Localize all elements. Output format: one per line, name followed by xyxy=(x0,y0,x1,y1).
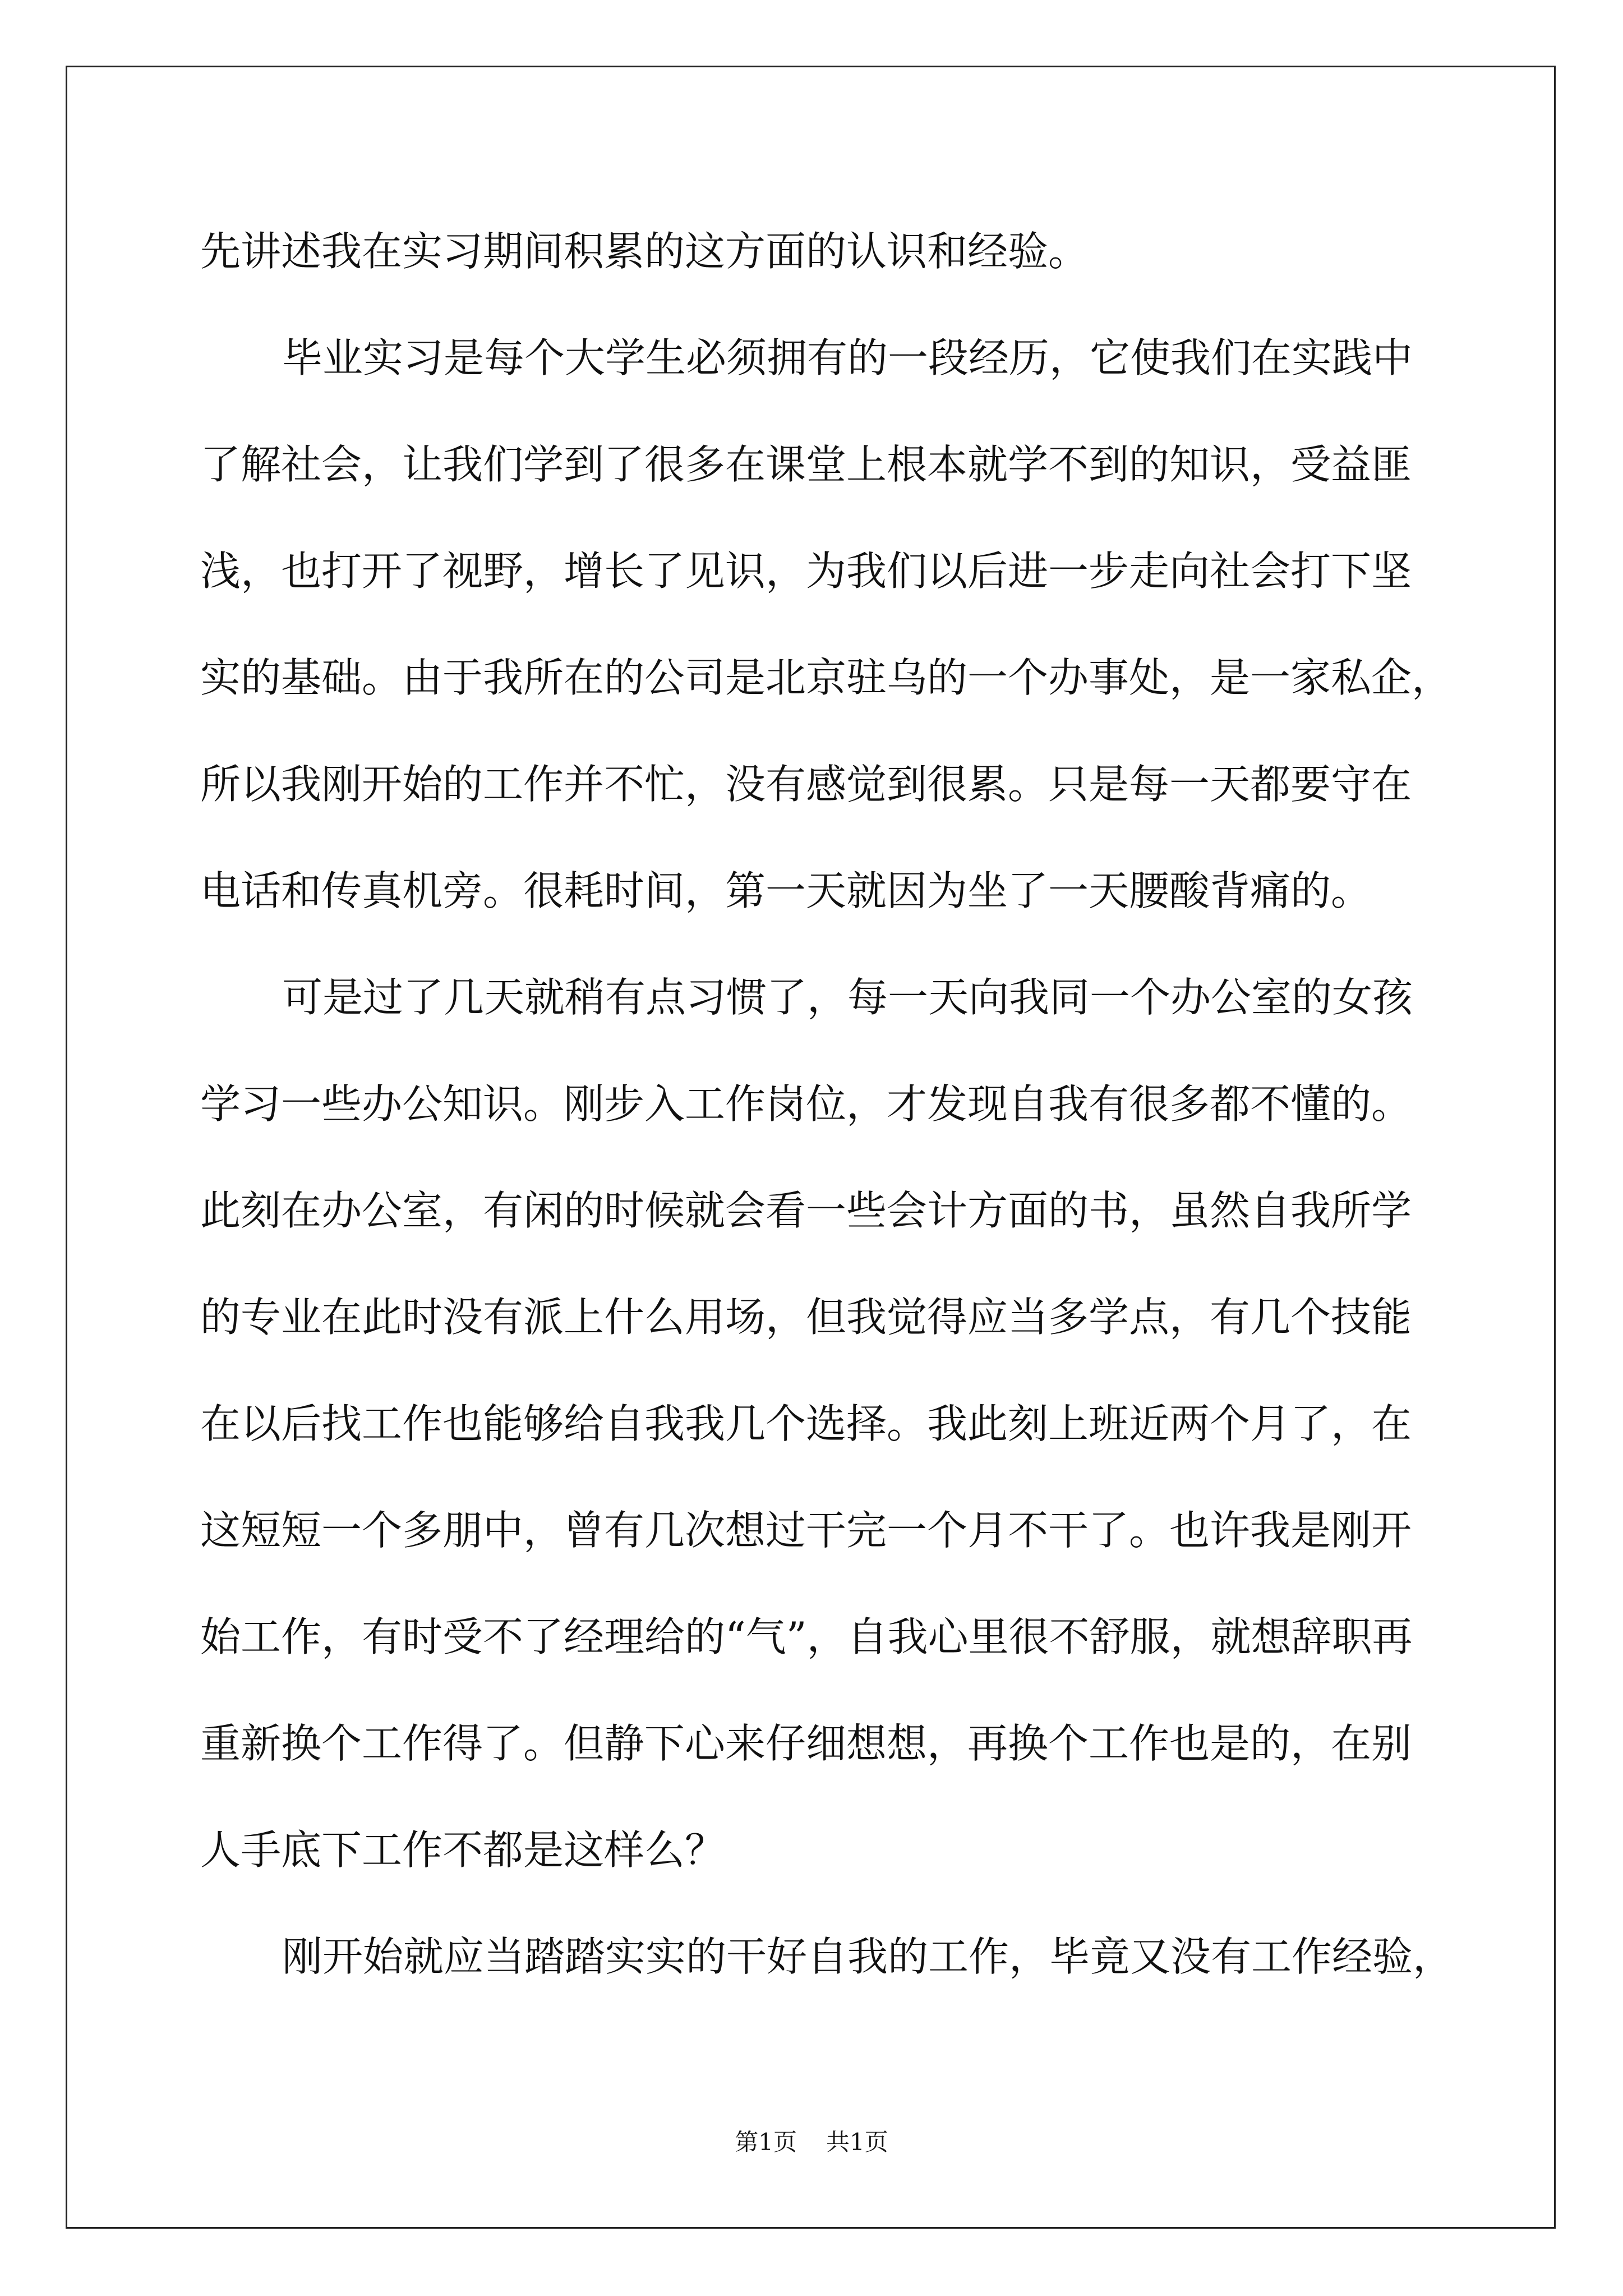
body-line: 毕业实习是每个大学生必须拥有的一段经历，它使我们在实践中 xyxy=(282,334,1413,381)
page-footer xyxy=(0,2125,1623,2159)
body-line: 的专业在此时没有派上什么用场，但我觉得应当多学点，有几个技能 xyxy=(200,1294,1412,1341)
body-line: 电话和传真机旁。很耗时间，第一天就因为坐了一天腰酸背痛的。 xyxy=(200,867,1372,914)
body-line: 了解社会，让我们学到了很多在课堂上根本就学不到的知识，受益匪 xyxy=(200,441,1412,488)
body-line: 学习一些办公知识。刚步入工作岗位，才发现自我有很多都不懂的。 xyxy=(200,1080,1412,1128)
body-line: 刚开始就应当踏踏实实的干好自我的工作，毕竟又没有工作经验， xyxy=(282,1933,1454,1980)
body-line: 始工作，有时受不了经理给的“气”，自我心里很不舒服，就想辞职再 xyxy=(200,1613,1413,1660)
body-line: 浅，也打开了视野，增长了见识，为我们以后进一步走向社会打下坚 xyxy=(200,547,1412,595)
body-line: 先讲述我在实习期间积累的这方面的认识和经验。 xyxy=(200,228,1089,275)
body-line: 人手底下工作不都是这样么？ xyxy=(200,1826,726,1874)
body-line: 重新换个工作得了。但静下心来仔细想想，再换个工作也是的，在别 xyxy=(200,1720,1412,1767)
body-line: 这短短一个多朋中，曾有几次想过干完一个月不干了。也许我是刚开 xyxy=(200,1507,1412,1554)
body-line: 此刻在办公室，有闲的时候就会看一些会计方面的书，虽然自我所学 xyxy=(200,1187,1412,1234)
body-line: 所以我刚开始的工作并不忙，没有感觉到很累。只是每一天都要守在 xyxy=(200,761,1412,808)
body-line: 实的基础。由于我所在的公司是北京驻乌的一个办事处，是一家私企， xyxy=(200,654,1453,701)
document-body xyxy=(200,198,1468,2010)
body-line: 可是过了几天就稍有点习惯了，每一天向我同一个办公室的女孩 xyxy=(282,974,1413,1021)
body-line: 在以后找工作也能够给自我我几个选择。我此刻上班近两个月了，在 xyxy=(200,1400,1412,1447)
page-number-total: 共1页 xyxy=(826,2128,888,2156)
page-number-current: 第1页 xyxy=(735,2128,797,2156)
